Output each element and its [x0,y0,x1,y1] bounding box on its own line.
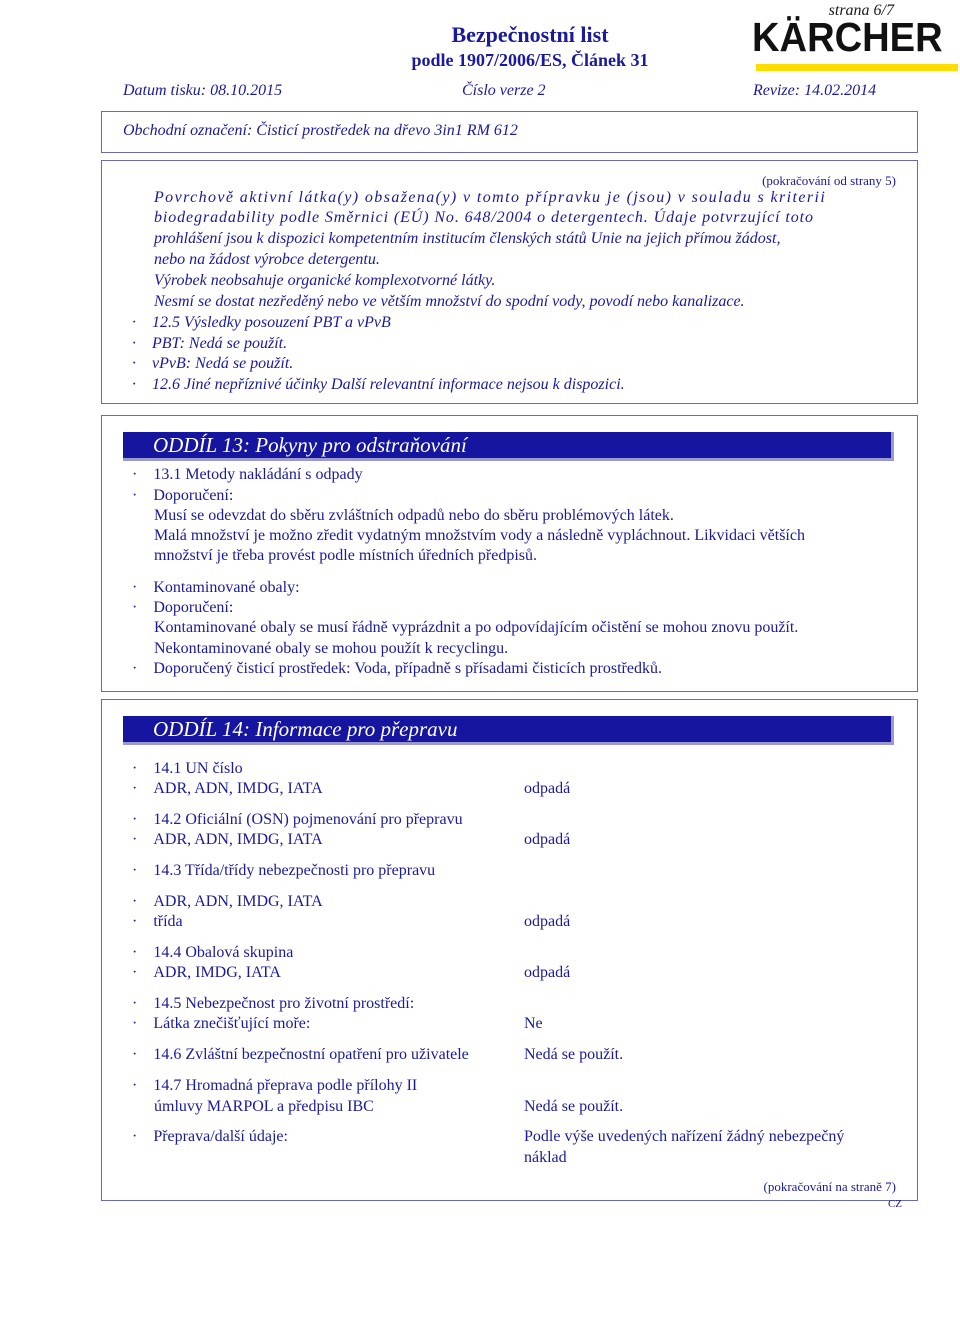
s14-class-heading: · 14.3 Třída/třídy nebezpečnosti pro přepravu [132,862,436,879]
continued-to: (pokračování na straně 7) [763,1179,896,1194]
document-title: Bezpečnostní list [451,22,609,47]
s14-pack-heading: · 14.4 Obalová skupina [132,944,294,961]
s14-un-heading: · 14.1 UN číslo [132,760,243,777]
s14-special-row: · 14.6 Zvláštní bezpečnostní opatření pro uživatele [132,1046,469,1063]
s13-contaminated: · Kontaminované obaly: [132,579,300,596]
s12-line-1: Povrchově aktivní látka(y) obsažena(y) v tomto přípravku je (jsou) v souladu s kriterii [154,189,827,206]
continued-from: (pokračování od strany 5) [762,173,896,188]
s13-rec1-line3: množství je třeba provést podle místních úředních předpisů. [154,547,538,564]
s14-class-row: · ADR, ADN, IMDG, IATA [132,893,323,910]
s14-un-row: · ADR, ADN, IMDG, IATA [132,780,323,797]
page-number: strana 6/7 [828,2,894,19]
print-date: Datum tisku: 08.10.2015 [123,82,283,99]
revision-date: Revize: 14.02.2014 [753,82,877,99]
s12-line-4: nebo na žádost výrobce detergentu. [154,251,380,268]
s14-other-row: · Přeprava/další údaje: [132,1128,288,1145]
s12-line-3: prohlášení jsou k dispozici kompetentním institucím členských států Unie na jejich přímou žádost, [154,230,781,247]
s14-env-heading: · 14.5 Nebezpečnost pro životní prostředí: [132,995,415,1012]
language-code: CZ [887,1198,902,1210]
s14-other-value2: náklad [524,1149,567,1166]
s14-class-sub: · třída [132,913,183,930]
s13-rec2-line2: Nekontaminované obaly se mohou použít k recyclingu. [154,640,509,657]
s13-rec1-line1: Musí se odevzdat do sběru zvláštních odpadů nebo do sběru problémových látek. [154,507,674,524]
s14-env-row: · Látka znečišťující moře: [132,1015,311,1032]
product-name: Obchodní označení: Čisticí prostředek na dřevo 3in1 RM 612 [123,122,518,139]
s14-pack-value: odpadá [524,964,571,981]
pbt-row: · PBT: Nedá se použít. [132,335,288,352]
karcher-logo: KÄRCHER [752,14,943,60]
section14-header: ODDÍL 14: Informace pro přepravu [123,716,894,745]
logo-stripe [756,64,958,71]
s13-rec2-label: · Doporučení: [132,599,234,616]
section13-header: ODDÍL 13: Pokyny pro odstraňování [123,432,894,461]
s13-rec1-label: · Doporučení: [132,487,234,504]
s14-marpol-line2: úmluvy MARPOL a předpisu IBC [154,1098,374,1115]
pbt-heading: · 12.5 Výsledky posouzení PBT a vPvB [132,314,391,331]
s14-pack-row: · ADR, IMDG, IATA [132,964,281,981]
s14-env-value: Ne [524,1015,543,1032]
s14-special-value: Nedá se použít. [524,1046,624,1063]
s13-methods: · 13.1 Metody nakládání s odpady [132,466,363,483]
s14-osn-heading: · 14.2 Oficiální (OSN) pojmenování pro přepravu [132,811,463,828]
s14-un-value: odpadá [524,780,571,797]
s14-marpol-value: Nedá se použít. [524,1098,624,1115]
s13-rec1-line2: Malá množství je možno zředit vydatným množstvím vody a následně vypláchnout. Likvidaci větších [154,527,805,544]
s14-osn-value: odpadá [524,831,571,848]
s12-line-5: Výrobek neobsahuje organické komplexotvorné látky. [154,272,496,289]
s12-line-2: biodegradability podle Směrnici (EÚ) No. 648/2004 o detergentech. Údaje potvrzující toto [154,209,814,226]
version-number: Číslo verze 2 [462,82,546,99]
other-effects-row: · 12.6 Jiné nepříznivé účinky Další relevantní informace nejsou k dispozici. [132,376,625,393]
document-subtitle: podle 1907/2006/ES, Článek 31 [411,50,649,70]
s14-other-value1: Podle výše uvedených nařízení žádný nebezpečný [524,1128,845,1145]
s12-line-6: Nesmí se dostat nezředěný nebo ve větším množství do spodní vody, povodí nebo kanalizace. [154,293,745,310]
s14-marpol-line1: · 14.7 Hromadná přeprava podle přílohy II [132,1077,418,1094]
s13-cleaner: · Doporučený čisticí prostředek: Voda, případně s přísadami čisticích prostředků. [132,660,662,677]
s14-osn-row: · ADR, ADN, IMDG, IATA [132,831,323,848]
s14-class-value: odpadá [524,913,571,930]
s13-rec2-line1: Kontaminované obaly se musí řádně vyprázdnit a po odpovídajícím očistění se mohou znovu použít. [154,619,799,636]
vpvb-row: · vPvB: Nedá se použít. [132,355,294,372]
